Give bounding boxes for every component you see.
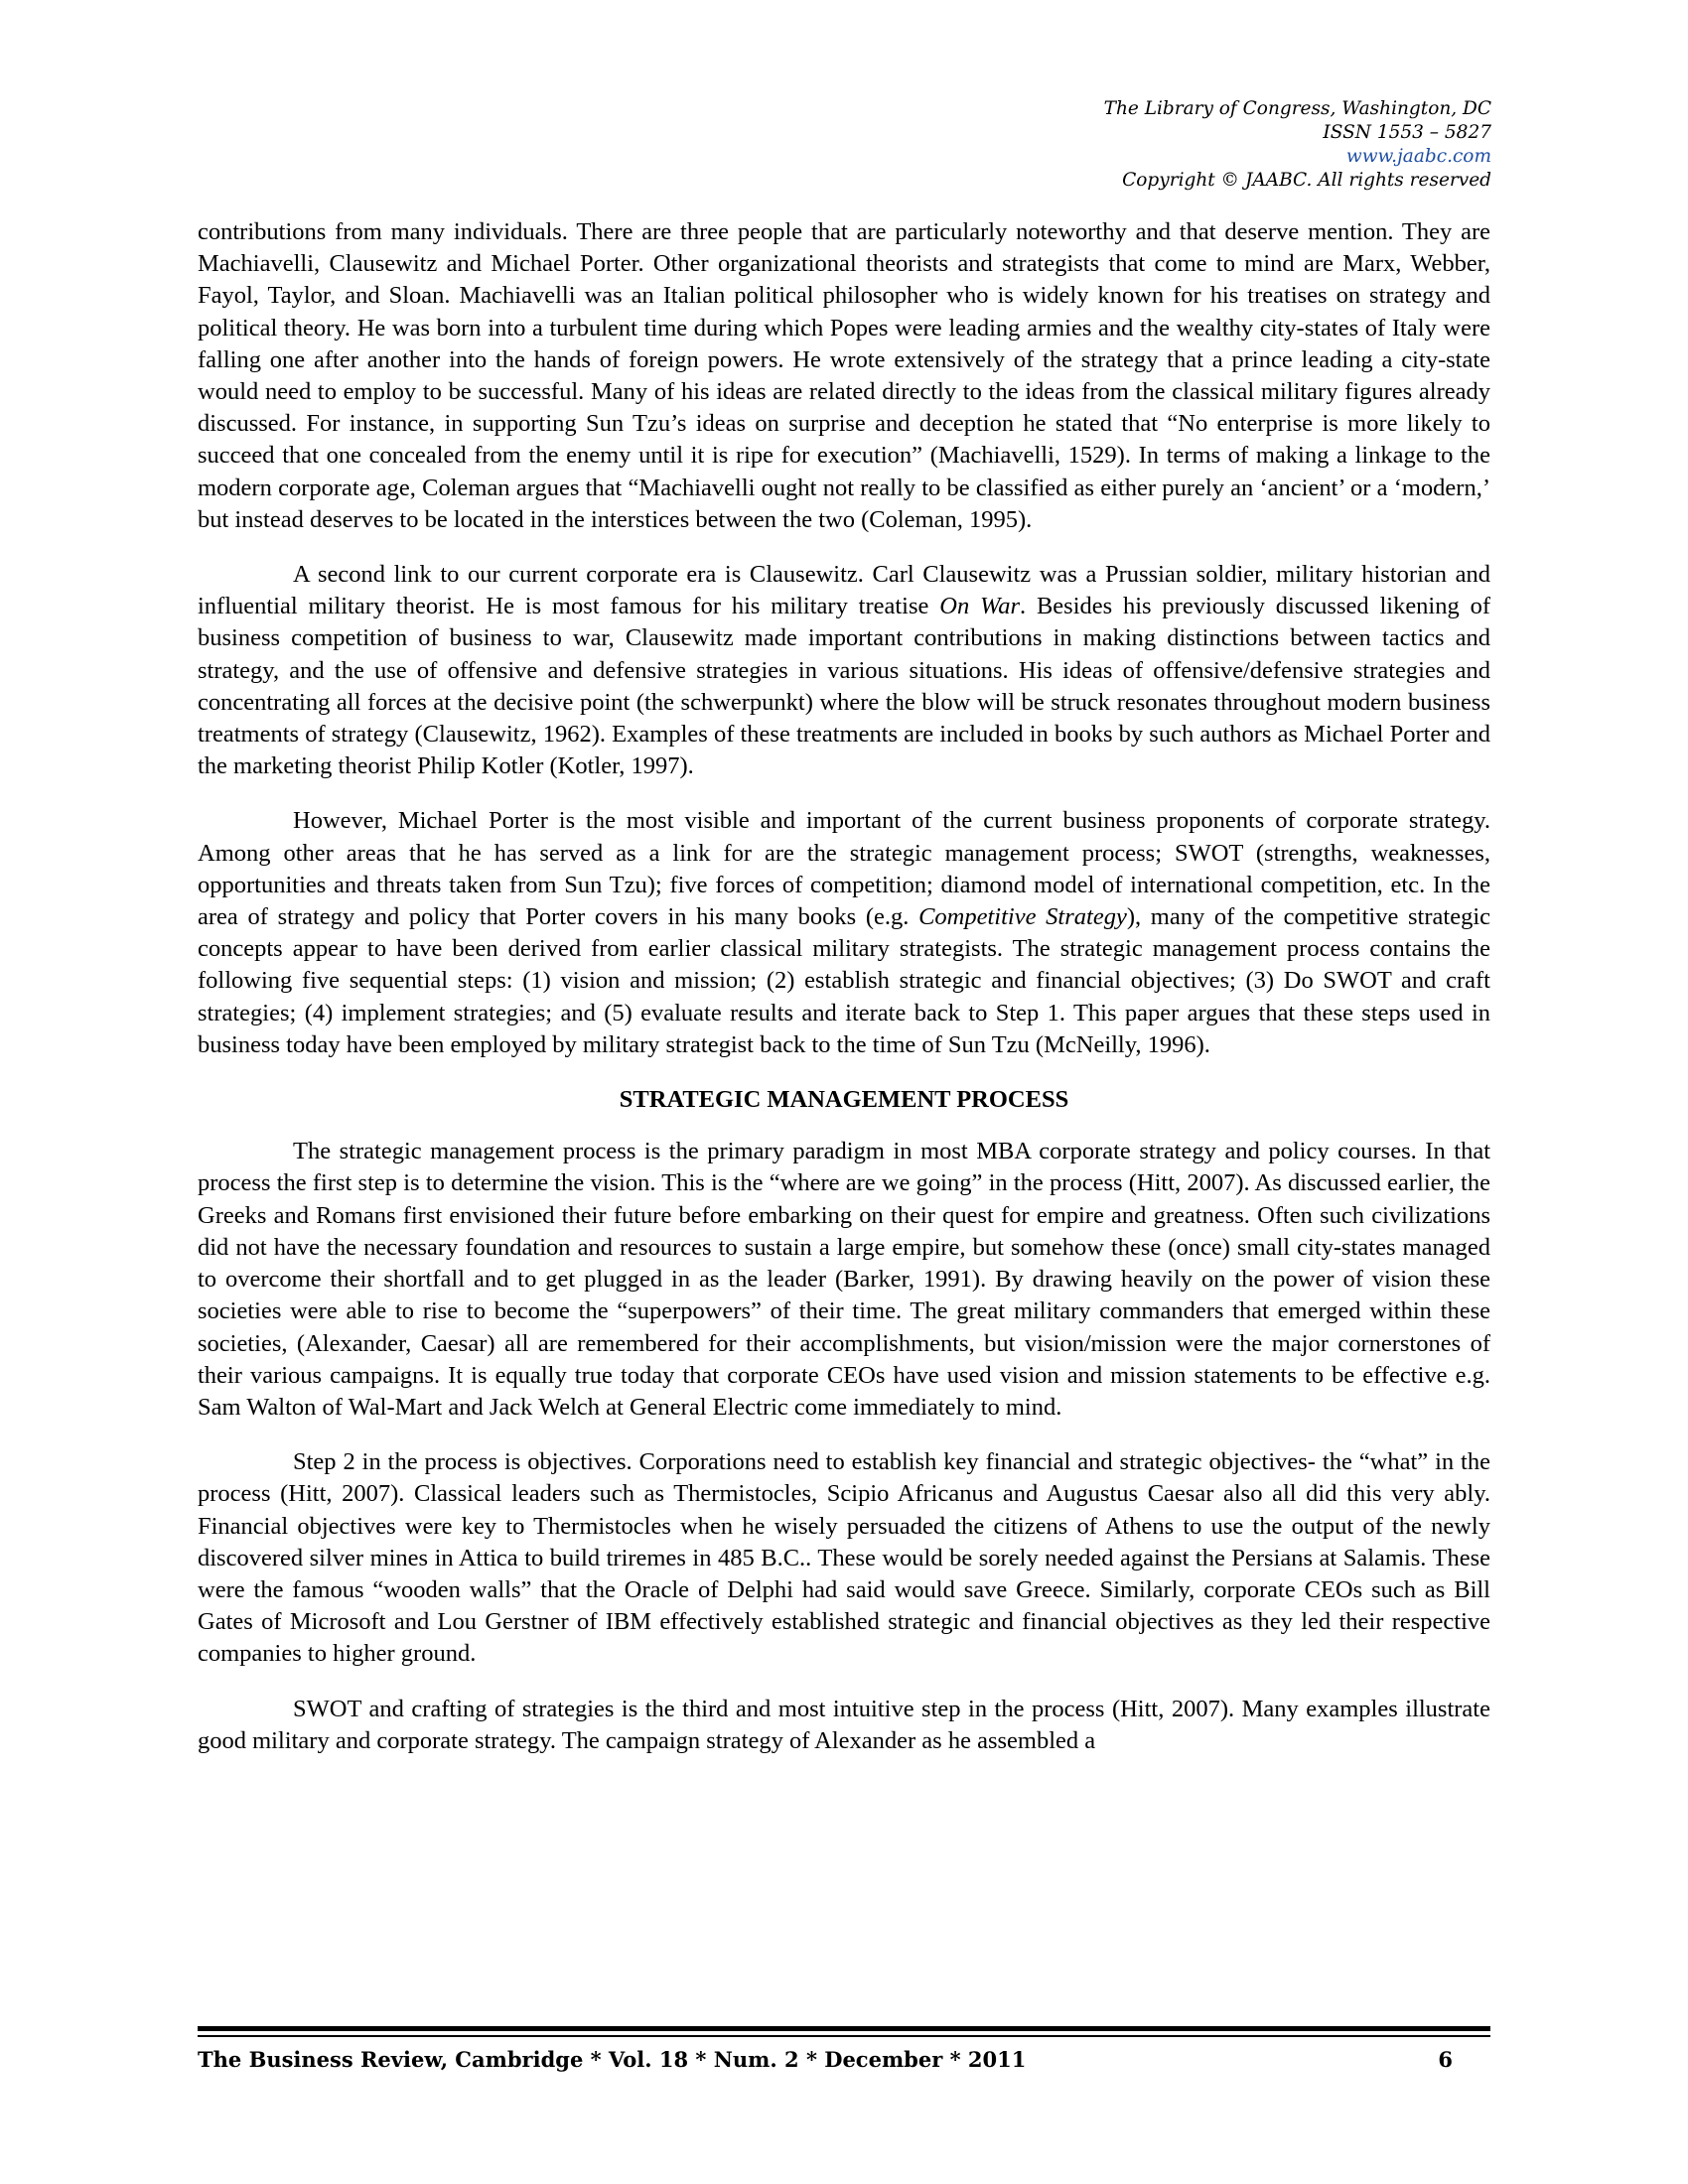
paragraph-3-book-title: Competitive Strategy bbox=[918, 903, 1127, 931]
footer-rule-thick bbox=[198, 2026, 1490, 2031]
paragraph-2 bbox=[198, 559, 1490, 782]
footer-rule-thin bbox=[198, 2035, 1490, 2037]
paragraph-4: The strategic management process is the primary paradigm in most MBA corporate strategy and policy courses. In that process the first step is to determine the vision. This is the “where are we going” in the process (Hitt, 2007). As discussed earlier, the Greeks and Romans first envisioned their future before embarking on their quest for empire and greatness. Often such civilizations did not have the necessary foundation and resources to sustain a large empire, but somehow these (once) small city-states managed to overcome their shortfall and to get plugged in as the leader (Barker, 1991). By drawing heavily on the power of vision these societies were able to rise to become the “superpowers” of their time. The great military commanders that emerged within these societies, (Alexander, Caesar) all are remembered for their accomplishments, but vision/mission were the major cornerstones of their various campaigns. It is equally true today that corporate CEOs have used vision and mission statements to be effective e.g. Sam Walton of Wal-Mart and Jack Welch at General Electric come immediately to mind. bbox=[198, 1138, 1490, 1421]
header-publisher: The Library of Congress, Washington, DC bbox=[1103, 98, 1491, 119]
header-issn: ISSN 1553 – 5827 bbox=[1323, 122, 1491, 143]
paragraph-1: contributions from many individuals. There are three people that are particularly noteworthy and that deserve mention. They are Machiavelli, Clausewitz and Michael Porter. Other organizational theorists and strategists that come to mind are Marx, Webber, Fayol, Taylor, and Sloan. Machiavelli was an Italian political philosopher who is widely known for his treatises on strategy and political theory. He was born into a turbulent time during which Popes were leading armies and the wealthy city-states of Italy were falling one after another into the hands of foreign powers. He wrote extensively of the strategy that a prince leading a city-state would need to employ to be successful. Many of his ideas are related directly to the ideas from the classical military figures already discussed. For instance, in supporting Sun Tzu’s ideas on surprise and deception he stated that “No enterprise is more likely to succeed that one concealed from the enemy until it is ripe for execution” (Machiavelli, 1529). In terms of making a linkage to the modern corporate age, Coleman argues that “Machiavelli ought not really to be classified as either purely an ‘ancient’ or a ‘modern,’ but instead deserves to be located in the interstices between the two (Coleman, 1995). bbox=[198, 218, 1490, 533]
paragraph-2-book-title: On War bbox=[939, 593, 1020, 620]
running-header bbox=[896, 97, 1491, 193]
paragraph-5: Step 2 in the process is objectives. Corporations need to establish key financial and strategic objectives- the “what” in the process (Hitt, 2007). Classical leaders such as Thermistocles, Scipio Africanus and Augustus Caesar also all did this very ably. Financial objectives were key to Thermistocles when he wisely persuaded the citizens of Athens to use the output of the newly discovered silver mines in Attica to build triremes in 485 B.C.. These would be sorely needed against the Persians at Salamis. These were the famous “wooden walls” that the Oracle of Delphi had said would save Greece. Similarly, corporate CEOs such as Bill Gates of Microsoft and Lou Gerstner of IBM effectively established strategic and financial objectives as they led their respective companies to higher ground. bbox=[198, 1448, 1490, 1668]
paragraph-2-text-a: A second link to our current corporate era is Clausewitz. Carl Clausewitz was a Prussian soldier, military historian and influential military theorist. He is most famous for his military treatise bbox=[198, 561, 1490, 620]
footer-journal-citation: The Business Review, Cambridge * Vol. 18 * Num. 2 * December * 2011 bbox=[198, 2047, 1027, 2072]
paragraph-2-text-b: . Besides his previously discussed likening of business competition of business to war, Clausewitz made important contributions in making distinctions between tactics and strategy, and the use of offensive and defensive strategies in various situations. His ideas of offensive/defensive strategies and concentrating all forces at the decisive point (the schwerpunkt) where the blow will be struck resonates throughout modern business treatments of strategy (Clausewitz, 1962). Examples of these treatments are included in books by such authors as Michael Porter and the marketing theorist Philip Kotler (Kotler, 1997). bbox=[198, 593, 1490, 780]
paragraph-6: SWOT and crafting of strategies is the third and most intuitive step in the process (Hitt, 2007). Many examples illustrate good military and corporate strategy. The campaign strategy of Alexander as he assembled a bbox=[198, 1695, 1490, 1754]
paragraph-3 bbox=[198, 805, 1490, 1061]
page-number: 6 bbox=[1438, 2047, 1453, 2072]
paragraph-3-text-a: However, Michael Porter is the most visible and important of the current business proponents of corporate strategy. Among other areas that he has served as a link for are the strategic management process; SWOT (strengths, weaknesses, opportunities and threats taken from Sun Tzu); five forces of competition; diamond model of international competition, etc. In the area of strategy and policy that Porter covers in his many books (e.g. bbox=[198, 807, 1490, 931]
section-heading: STRATEGIC MANAGEMENT PROCESS bbox=[619, 1086, 1069, 1114]
header-copyright: Copyright © JAABC. All rights reserved bbox=[1122, 170, 1491, 191]
paragraph-3-text-b: ), many of the competitive strategic concepts appear to have been derived from earlier classical military strategists. The strategic management process contains the following five sequential steps: (1) vision and mission; (2) establish strategic and financial objectives; (3) Do SWOT and craft strategies; (4) implement strategies; and (5) evaluate results and iterate back to Step 1. This paper argues that these steps used in business today have been employed by military strategist back to the time of Sun Tzu (McNeilly, 1996). bbox=[198, 903, 1490, 1058]
body-text bbox=[198, 216, 1490, 1780]
header-website-link[interactable]: www.jaabc.com bbox=[1345, 146, 1491, 167]
